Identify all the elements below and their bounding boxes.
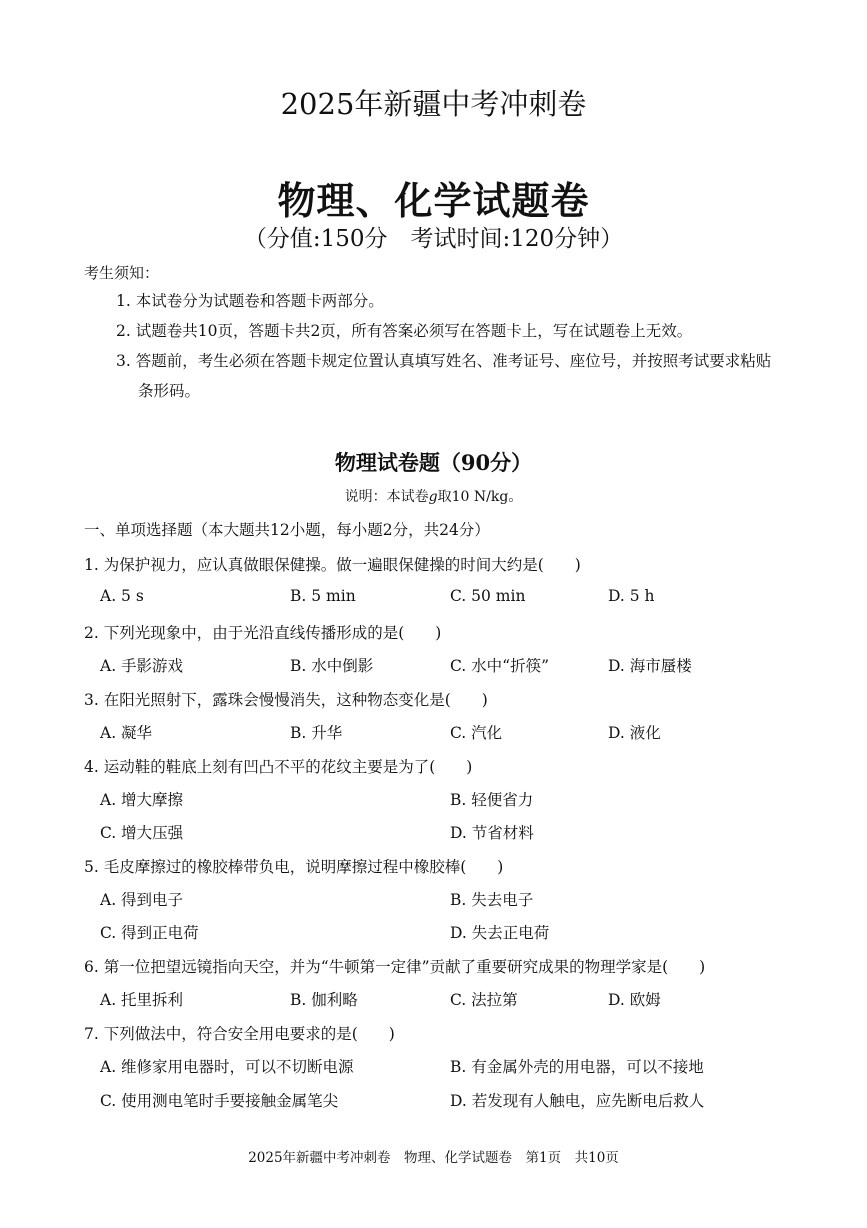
notice-item-1: 1. 本试卷分为试题卷和答题卡两部分。: [116, 292, 384, 310]
series-title: 2025年新疆中考冲刺卷: [280, 87, 587, 121]
q2-option-b: B. 水中倒影: [290, 657, 374, 675]
main-title: 物理、化学试题卷: [277, 178, 590, 223]
physics-section-title: 物理试卷题（90分）: [334, 450, 533, 475]
q1-option-a: A. 5 s: [100, 587, 144, 605]
q2-option-a: A. 手影游戏: [100, 657, 184, 675]
q1-option-b: B. 5 min: [290, 587, 356, 605]
question-5: 5. 毛皮摩擦过的橡胶棒带负电，说明摩擦过程中橡胶棒( ): [84, 858, 504, 876]
notice-label: 考生须知：: [84, 264, 160, 282]
page-footer: 2025年新疆中考冲刺卷 物理、化学试题卷 第1页 共10页: [248, 1150, 619, 1166]
q1-option-d: D. 5 h: [608, 587, 655, 605]
notice-item-3: 3. 答题前，考生必须在答题卡规定位置认真填写姓名、准考证号、座位号，并按照考试要求粘贴: [116, 352, 772, 370]
q7-option-a: A. 维修家用电器时，可以不切断电源: [100, 1058, 354, 1076]
q7-option-c: C. 使用测电笔时手要接触金属笔尖: [100, 1092, 339, 1110]
question-2: 2. 下列光现象中，由于光沿直线传播形成的是( ): [84, 624, 442, 642]
q6-option-c: C. 法拉第: [450, 991, 518, 1009]
q3-option-b: B. 升华: [290, 724, 343, 742]
q6-option-a: A. 托里拆利: [100, 991, 184, 1009]
score-info: （分值:150分 考试时间:120分钟）: [243, 226, 624, 252]
q4-option-b: B. 轻便省力: [450, 791, 534, 809]
q4-option-d: D. 节省材料: [450, 824, 534, 842]
question-3: 3. 在阳光照射下，露珠会慢慢消失，这种物态变化是( ): [84, 691, 488, 709]
q1-option-c: C. 50 min: [450, 587, 526, 605]
q5-option-b: B. 失去电子: [450, 891, 534, 909]
q5-option-d: D. 失去正电荷: [450, 924, 550, 942]
q5-option-a: A. 得到电子: [100, 891, 184, 909]
q4-option-a: A. 增大摩擦: [100, 791, 184, 809]
q4-option-c: C. 增大压强: [100, 824, 184, 842]
q2-option-d: D. 海市蜃楼: [608, 657, 692, 675]
question-6: 6. 第一位把望远镜指向天空，并为“牛顿第一定律”贡献了重要研究成果的物理学家是( ): [84, 958, 706, 976]
gravity-symbol: g: [428, 489, 438, 505]
question-4: 4. 运动鞋的鞋底上刻有凹凸不平的花纹主要是为了( ): [84, 758, 473, 776]
notice-item-2: 2. 试题卷共10页，答题卡共2页，所有答案必须写在答题卡上，写在试题卷上无效。: [116, 322, 693, 340]
q7-option-b: B. 有金属外壳的用电器，可以不接地: [450, 1058, 704, 1076]
q6-option-d: D. 欧姆: [608, 991, 661, 1009]
notice-item-3-continued: 条形码。: [138, 382, 201, 400]
q7-option-d: D. 若发现有人触电，应先断电后救人: [450, 1092, 705, 1110]
q3-option-c: C. 汽化: [450, 724, 503, 742]
q2-option-c: C. 水中“折筷”: [450, 657, 550, 675]
q3-option-a: A. 凝华: [100, 724, 153, 742]
physics-note: 说明：本试卷g取10 N/kg。: [344, 489, 523, 505]
q3-option-d: D. 液化: [608, 724, 661, 742]
part-one-heading: 一、单项选择题（本大题共12小题，每小题2分，共24分）: [84, 521, 490, 539]
q6-option-b: B. 伽利略: [290, 991, 358, 1009]
q5-option-c: C. 得到正电荷: [100, 924, 199, 942]
question-7: 7. 下列做法中，符合安全用电要求的是( ): [84, 1025, 395, 1043]
question-1: 1. 为保护视力，应认真做眼保健操。做一遍眼保健操的时间大约是( ): [84, 556, 581, 574]
